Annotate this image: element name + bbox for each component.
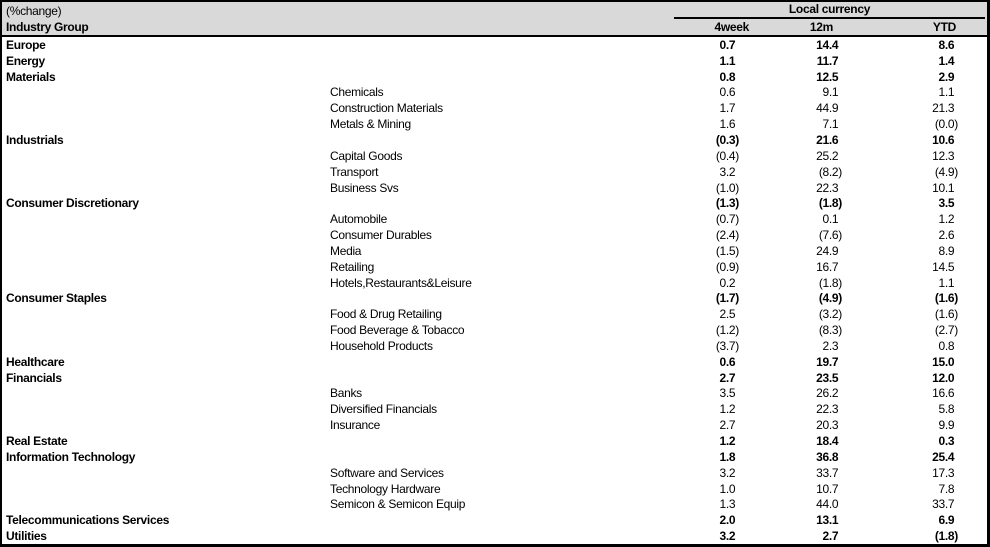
value-ytd-cell: 33.7: [932, 497, 955, 512]
industry-group-label: Consumer Staples: [6, 291, 107, 306]
sub-industry-label: Metals & Mining: [330, 117, 411, 132]
value-4week-cell: 2.0: [719, 513, 736, 528]
sub-industry-label: Retailing: [330, 259, 374, 274]
industry-group-label: Energy: [6, 53, 45, 68]
table-row: [2, 37, 987, 53]
sub-industry-label: Food Beverage & Tobacco: [330, 323, 465, 338]
value-4week-cell: (0.7): [715, 212, 739, 227]
sub-industry-label: Media: [330, 243, 362, 258]
value-ytd-cell: 1.4: [938, 53, 955, 68]
sub-industry-label: Automobile: [330, 212, 388, 227]
value-4week-cell: (3.7): [715, 338, 739, 353]
table-row: [2, 401, 987, 417]
sub-industry-label: Insurance: [330, 418, 380, 433]
value-ytd-cell: (1.6): [934, 291, 958, 306]
table-header: [2, 2, 987, 37]
value-ytd-cell: 0.8: [938, 338, 955, 353]
table-row: [2, 417, 987, 433]
value-ytd-cell: 17.3: [932, 465, 955, 480]
value-12m-cell: 0.1: [822, 212, 839, 227]
table-row: [2, 227, 987, 243]
column-header-ytd: YTD: [932, 20, 956, 34]
table-row: [2, 322, 987, 338]
value-ytd-cell: 0.3: [938, 434, 955, 449]
table-row: [2, 306, 987, 322]
value-4week-cell: 0.6: [719, 354, 736, 369]
table-row: [2, 259, 987, 275]
value-4week-cell: 3.2: [719, 164, 736, 179]
value-12m-cell: 22.3: [816, 402, 839, 417]
industry-group-label: Telecommunications Services: [6, 513, 170, 528]
value-12m-cell: 33.7: [816, 465, 839, 480]
table-body: [2, 37, 987, 544]
value-12m-cell: 2.3: [822, 338, 839, 353]
value-4week-cell: (2.4): [715, 228, 739, 243]
value-4week-cell: 1.8: [719, 449, 736, 464]
value-4week-cell: 0.8: [719, 69, 736, 84]
value-4week-cell: (1.5): [715, 243, 739, 258]
value-ytd-cell: 15.0: [932, 354, 955, 369]
table-row: [2, 69, 987, 85]
value-12m-cell: 10.7: [816, 481, 839, 496]
value-4week-cell: (1.3): [715, 196, 739, 211]
value-4week-cell: 3.5: [719, 386, 736, 401]
value-12m-cell: 26.2: [816, 386, 839, 401]
value-4week-cell: (0.4): [715, 148, 739, 163]
table-row: [2, 433, 987, 449]
table-row: [2, 85, 987, 101]
value-4week-cell: 1.2: [719, 402, 736, 417]
value-ytd-cell: 9.9: [938, 418, 955, 433]
table-row: [2, 211, 987, 227]
value-ytd-cell: (2.7): [934, 323, 958, 338]
value-12m-cell: (8.3): [818, 323, 842, 338]
sub-industry-label: Hotels,Restaurants&Leisure: [330, 275, 472, 290]
sub-industry-label: Semicon & Semicon Equip: [330, 497, 466, 512]
value-12m-cell: (3.2): [818, 307, 842, 322]
value-12m-cell: 9.1: [822, 85, 839, 100]
table-row: [2, 100, 987, 116]
value-ytd-cell: 25.4: [932, 449, 955, 464]
value-4week-cell: 1.2: [719, 434, 736, 449]
industry-group-label: Consumer Discretionary: [6, 196, 139, 211]
value-12m-cell: 20.3: [816, 418, 839, 433]
value-4week-cell: 2.5: [719, 307, 736, 322]
column-header-4week: 4week: [714, 20, 749, 34]
table-row: [2, 354, 987, 370]
value-12m-cell: 18.4: [816, 434, 839, 449]
industry-group-header: Industry Group: [6, 20, 89, 34]
value-4week-cell: 3.2: [719, 465, 736, 480]
value-4week-cell: 0.6: [719, 85, 736, 100]
value-ytd-cell: (4.9): [934, 164, 958, 179]
value-ytd-cell: 12.3: [932, 148, 955, 163]
column-header-12m: 12m: [809, 20, 833, 34]
value-4week-cell: 2.7: [719, 418, 736, 433]
value-ytd-cell: 3.5: [938, 196, 955, 211]
local-currency-group-header: Local currency: [674, 2, 985, 19]
value-ytd-cell: 10.6: [932, 132, 955, 147]
sub-industry-label: Consumer Durables: [330, 228, 432, 243]
table-row: [2, 132, 987, 148]
table-row: [2, 338, 987, 354]
table-row: [2, 465, 987, 481]
value-12m-cell: 13.1: [816, 513, 839, 528]
value-12m-cell: 19.7: [816, 354, 839, 369]
sub-industry-label: Household Products: [330, 338, 433, 353]
value-4week-cell: 1.0: [719, 481, 736, 496]
value-ytd-cell: 1.1: [938, 85, 955, 100]
table-row: [2, 243, 987, 259]
table-row: [2, 481, 987, 497]
value-4week-cell: 0.2: [719, 275, 736, 290]
value-ytd-cell: (1.6): [934, 307, 958, 322]
value-12m-cell: 16.7: [816, 259, 839, 274]
sub-industry-label: Chemicals: [330, 85, 384, 100]
value-12m-cell: 7.1: [822, 117, 839, 132]
value-12m-cell: 14.4: [816, 37, 839, 52]
value-ytd-cell: 6.9: [938, 513, 955, 528]
percent-change-label: (%change): [6, 3, 62, 18]
sub-industry-label: Food & Drug Retailing: [330, 307, 442, 322]
table-row: [2, 386, 987, 402]
value-12m-cell: (1.8): [818, 196, 842, 211]
value-ytd-cell: 12.0: [932, 370, 955, 385]
table-row: [2, 370, 987, 386]
table-row: [2, 291, 987, 307]
table-row: [2, 180, 987, 196]
table-row: [2, 528, 987, 544]
value-4week-cell: 1.7: [719, 101, 736, 116]
value-ytd-cell: 7.8: [938, 481, 955, 496]
industry-group-label: Financials: [6, 370, 62, 385]
value-ytd-cell: 5.8: [938, 402, 955, 417]
value-12m-cell: 23.5: [816, 370, 839, 385]
sub-industry-label: Software and Services: [330, 465, 444, 480]
value-12m-cell: 12.5: [816, 69, 839, 84]
value-ytd-cell: 14.5: [932, 259, 955, 274]
industry-group-label: Real Estate: [6, 434, 68, 449]
value-ytd-cell: 1.1: [938, 275, 955, 290]
value-4week-cell: (1.0): [715, 180, 739, 195]
value-12m-cell: 2.7: [822, 529, 839, 544]
value-4week-cell: (1.2): [715, 323, 739, 338]
sub-industry-label: Construction Materials: [330, 101, 443, 116]
table-row: [2, 449, 987, 465]
table-row: [2, 164, 987, 180]
sub-industry-label: Business Svs: [330, 180, 399, 195]
value-4week-cell: (0.3): [715, 132, 739, 147]
value-12m-cell: (4.9): [818, 291, 842, 306]
value-4week-cell: 3.2: [719, 529, 736, 544]
value-ytd-cell: 8.6: [938, 37, 955, 52]
value-4week-cell: (0.9): [715, 259, 739, 274]
value-ytd-cell: (1.8): [934, 529, 958, 544]
value-ytd-cell: 2.9: [938, 69, 955, 84]
value-12m-cell: 11.7: [816, 53, 839, 68]
value-12m-cell: 21.6: [816, 132, 839, 147]
value-ytd-cell: 16.6: [932, 386, 955, 401]
table-row: [2, 53, 987, 69]
value-4week-cell: 0.7: [719, 37, 736, 52]
table-row: [2, 512, 987, 528]
value-12m-cell: 25.2: [816, 148, 839, 163]
value-ytd-cell: 10.1: [932, 180, 955, 195]
table-row: [2, 275, 987, 291]
industry-group-label: Information Technology: [6, 449, 136, 464]
value-4week-cell: 1.6: [719, 117, 736, 132]
value-4week-cell: 2.7: [719, 370, 736, 385]
value-ytd-cell: (0.0): [934, 117, 958, 132]
value-ytd-cell: 2.6: [938, 228, 955, 243]
header-row-group: [2, 2, 987, 19]
value-ytd-cell: 8.9: [938, 243, 955, 258]
value-ytd-cell: 1.2: [938, 212, 955, 227]
sub-industry-label: Diversified Financials: [330, 402, 437, 417]
industry-group-label: Utilities: [6, 529, 47, 544]
header-row-columns: [2, 19, 987, 35]
table-row: [2, 496, 987, 512]
value-12m-cell: 44.0: [816, 497, 839, 512]
industry-group-label: Industrials: [6, 132, 64, 147]
sub-industry-label: Transport: [330, 164, 379, 179]
industry-group-label: Materials: [6, 69, 56, 84]
industry-group-label: Europe: [6, 37, 46, 52]
value-12m-cell: (7.6): [818, 228, 842, 243]
value-12m-cell: 36.8: [816, 449, 839, 464]
industry-group-label: Healthcare: [6, 354, 65, 369]
value-4week-cell: 1.1: [719, 53, 736, 68]
value-4week-cell: (1.7): [715, 291, 739, 306]
value-12m-cell: (8.2): [818, 164, 842, 179]
value-12m-cell: 24.9: [816, 243, 839, 258]
table-row: [2, 116, 987, 132]
table-row: [2, 195, 987, 211]
value-12m-cell: 44.9: [816, 101, 839, 116]
sub-industry-label: Capital Goods: [330, 148, 403, 163]
value-12m-cell: 22.3: [816, 180, 839, 195]
sub-industry-label: Banks: [330, 386, 362, 401]
value-4week-cell: 1.3: [719, 497, 736, 512]
value-ytd-cell: 21.3: [932, 101, 955, 116]
table-row: [2, 148, 987, 164]
sub-industry-label: Technology Hardware: [330, 481, 441, 496]
value-12m-cell: (1.8): [818, 275, 842, 290]
